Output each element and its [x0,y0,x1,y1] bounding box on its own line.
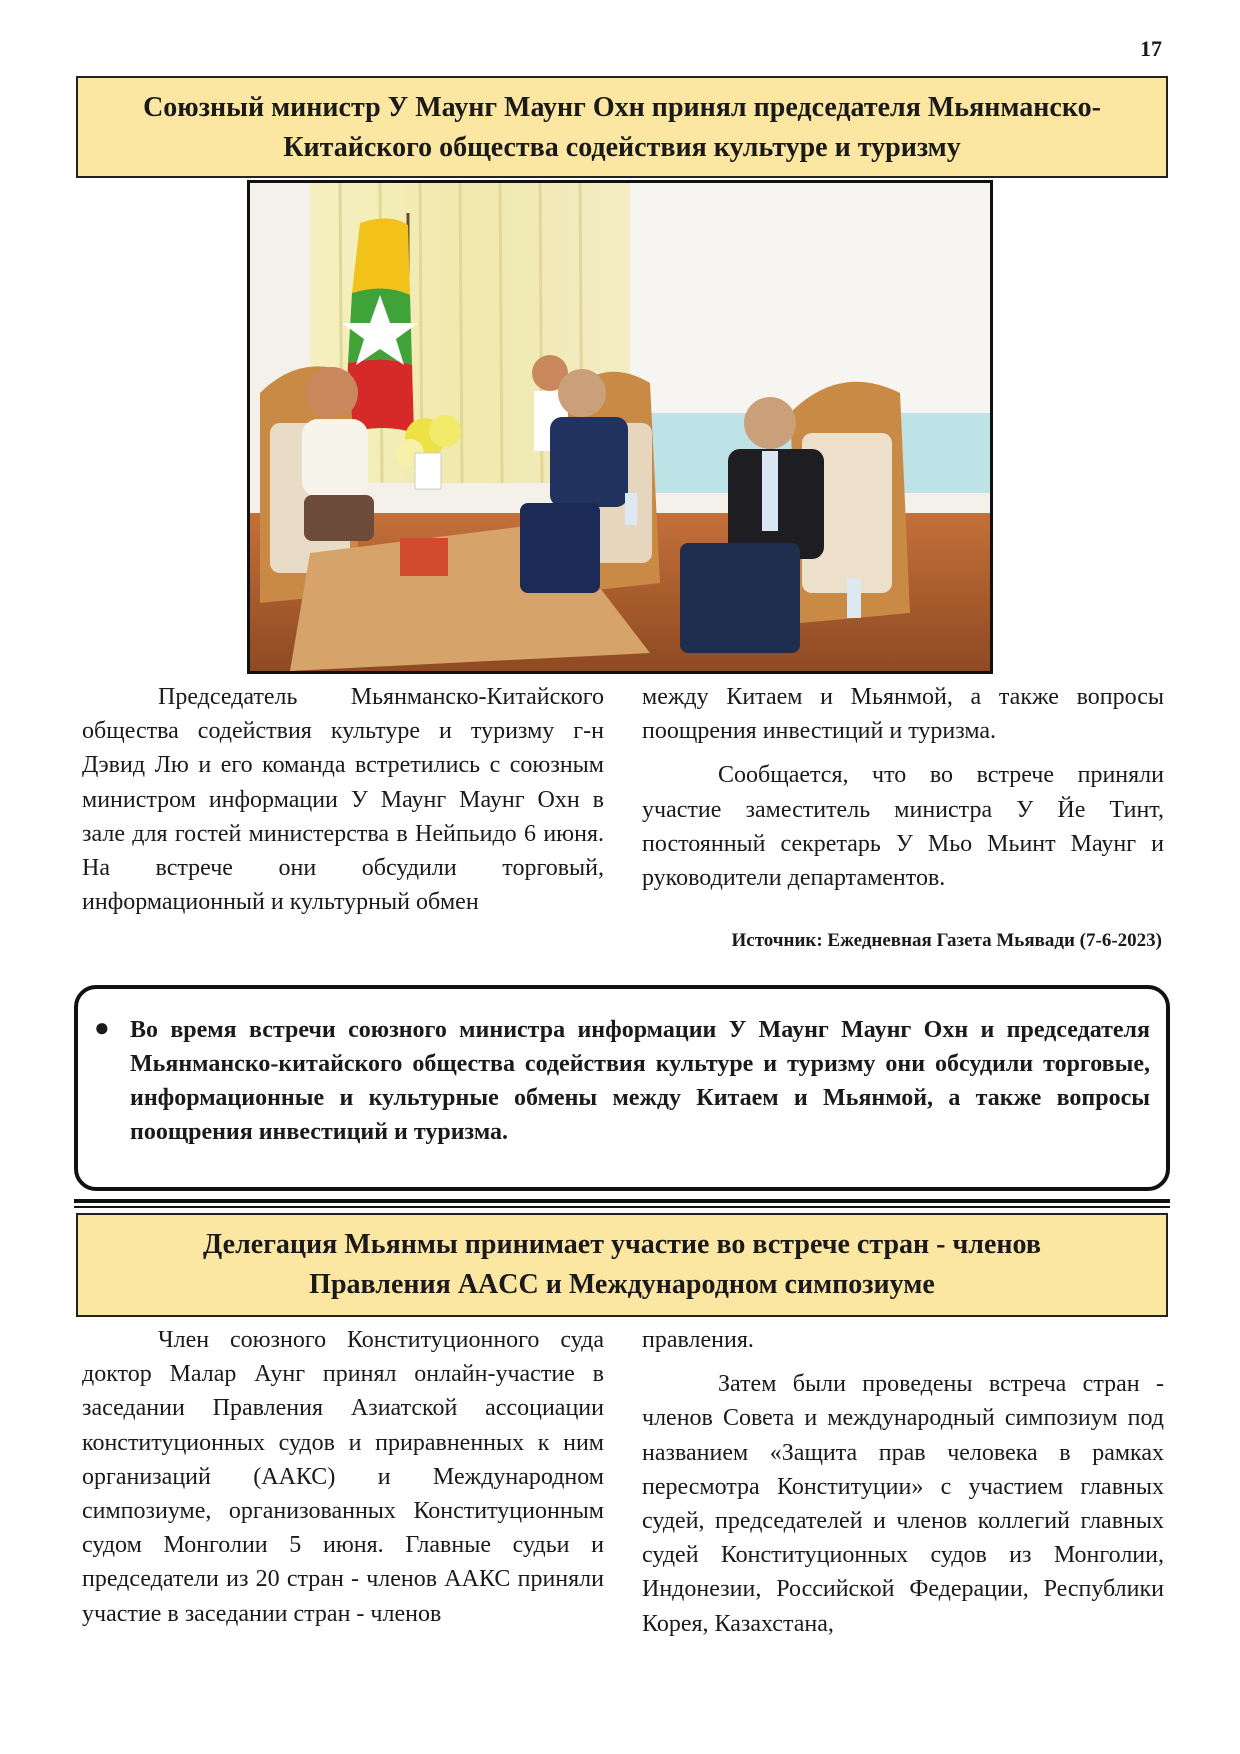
bullet-icon: ● [94,1013,110,1042]
article1-headline-line1: Союзный министр У Маунг Маунг Охн принял председателя Мьянманско- [143,92,1101,123]
article2-headline [76,1213,1168,1317]
summary-box [74,985,1170,1191]
article1-headline-line2: Китайского общества содействия культуре и туризму [283,132,961,163]
article2-right-column [642,1323,1164,1641]
article2-headline-line1: Делегация Мьянмы принимает участие во встрече стран - членов [203,1229,1041,1260]
article1-source: Источник: Ежедневная Газета Мьявади (7-6-2023) [731,930,1162,951]
article2-body-paragraph-2: Затем были проведены встреча стран - членов Совета и международный симпозиум под названием «Защита прав человека в рамках пересмотра Конституции» с участием главных судей, председателей и членов коллегий главных судей Конституционных судов из Монголии, Индонезии, Российской Федерации, Республики Корея, Казахстана, [642,1371,1164,1637]
section-divider-thin [74,1206,1170,1208]
article1-left-column [82,680,604,919]
article1-right-column [642,680,1164,895]
article1-body-paragraph: Председатель Мьянманско-Китайского общества содействия культуре и туризму г-н Дэвид Лю и его команда встретились с союзным министром информации У Маунг Маунг Охн в зале для гостей министерства в Нейпьидо 6 июня. На встрече они обсудили торговый, информационный и культурный обмен [82,684,604,916]
page-number: 17 [1140,36,1162,61]
article1-body-paragraph-2: Сообщается, что во встрече приняли участие заместитель министра У Йе Тинт, постоянный секретарь У Мьо Мьинт Маунг и руководители департаментов. [642,762,1164,892]
article2-headline-line2: Правления AACC и Международном симпозиуме [309,1269,935,1300]
article2-left-column [82,1323,604,1631]
meeting-photo [247,180,993,674]
summary-text: Во время встречи союзного министра информации У Маунг Маунг Охн и председателя Мьянманско-китайского общества содействия культуре и туризму они обсудили торговые, информационные и культурные обмены между Китаем и Мьянмой, а также вопросы поощрения инвестиций и туризма. [130,1017,1150,1145]
article2-body-continuation: правления. [642,1327,754,1353]
article2-body-paragraph: Член союзного Конституционного суда доктор Малар Аунг принял онлайн-участие в заседании Правления Азиатской ассоциации конституционных судов и приравненных к ним организаций (ААКС) и Международном симпозиуме, организованных Конституционным судом Монголии 5 июня. Главные судьи и председатели из 20 стран - членов ААКС приняли участие в заседании стран - членов [82,1327,604,1627]
article1-body-continuation: между Китаем и Мьянмой, а также вопросы поощрения инвестиций и туризма. [642,684,1164,745]
article1-headline [76,76,1168,178]
section-divider [74,1199,1170,1203]
